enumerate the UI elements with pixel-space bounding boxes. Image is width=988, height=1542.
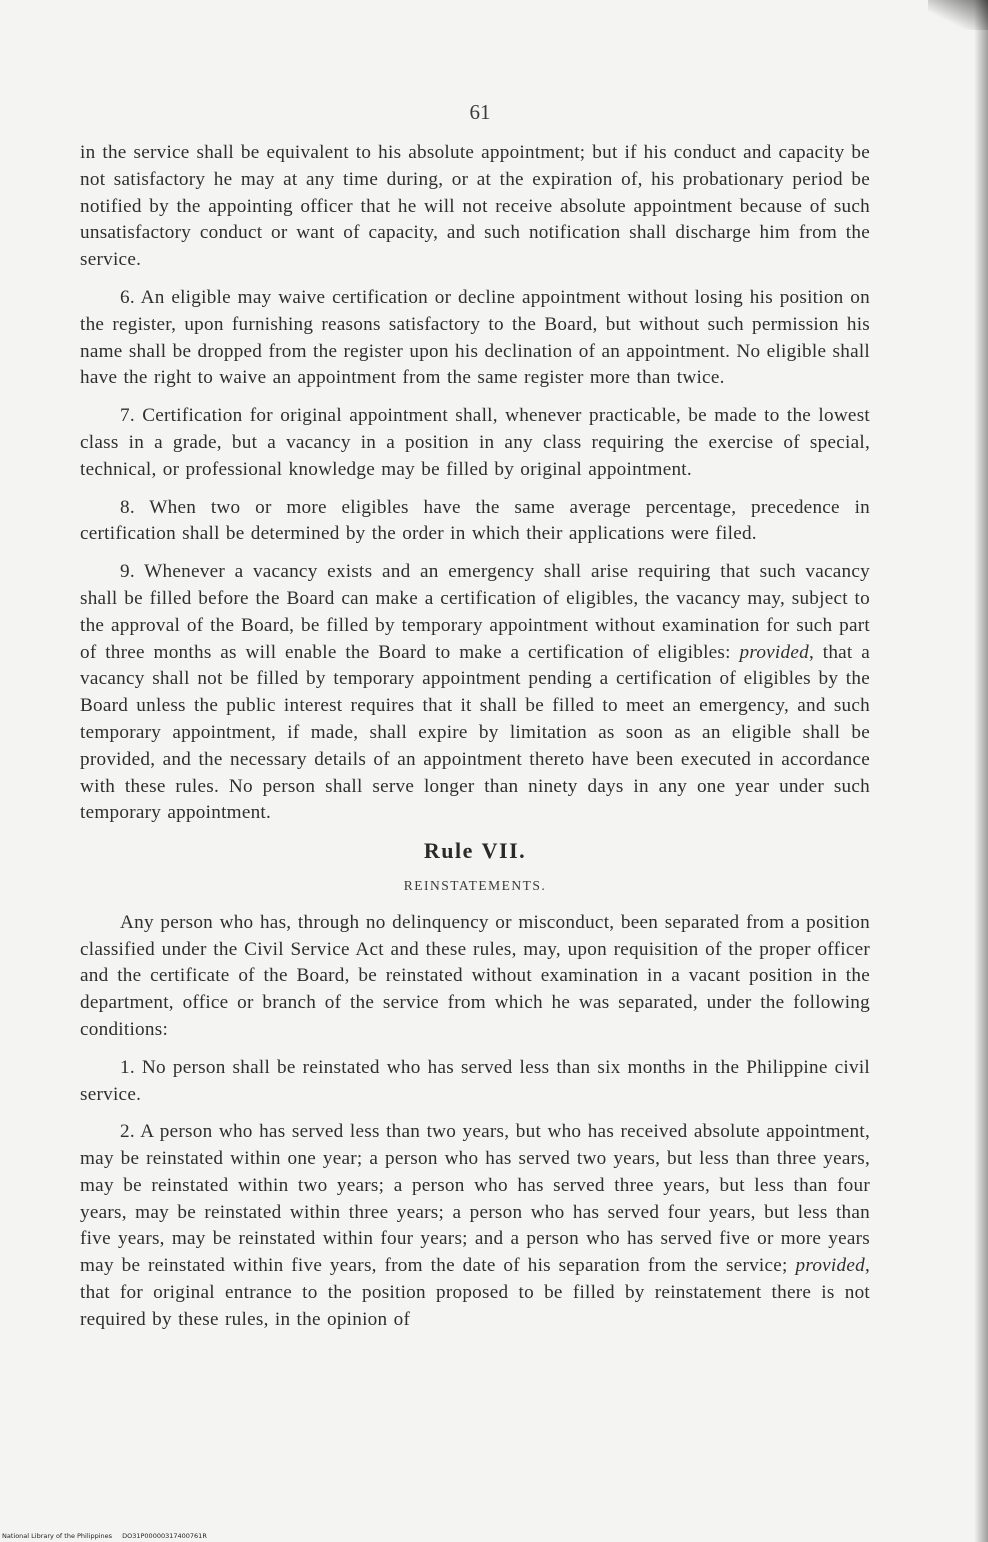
page-number: 61 bbox=[469, 100, 491, 124]
reinstatements-item-2 bbox=[80, 1119, 870, 1333]
rule-title: Rule VII. bbox=[423, 838, 527, 864]
paragraph-9-part-a: 9. Whenever a vacancy exists and an emergency shall arise requiring that such vacancy shall be filled before the Board can make a certification of eligibles, the vacancy may, subject to the approval of the Board, be filled by temporary appointment without examination for such part of three months as will enable the Board to make a certification of eligibles: bbox=[80, 561, 870, 663]
reinstatements-item-1: 1. No person shall be reinstated who has served less than six months in the Philippine civil service. bbox=[80, 1056, 870, 1105]
page-body bbox=[80, 140, 870, 1345]
paragraph-7: 7. Certification for original appointment shall, whenever practicable, be made to the lowest class in a grade, but a vacancy in a position in any class requiring the exercise of special, technical, or professional knowledge may be filled by original appointment. bbox=[80, 405, 870, 480]
scan-edge-shadow bbox=[974, 0, 988, 1542]
rule-subtitle: REINSTATEMENTS. bbox=[403, 877, 547, 893]
paragraph-9-provided: provided bbox=[739, 641, 809, 663]
item-2-part-b: , that for original entrance to the position proposed to be filled by reinstatement there is not required by these rules, in the opinion of bbox=[80, 1255, 871, 1330]
footer-code: DO31P00000317400761R bbox=[122, 1532, 207, 1540]
paragraph-8: 8. When two or more eligibles have the same average percentage, precedence in certification shall be determined by the order in which their applications were filed. bbox=[80, 496, 870, 545]
paragraph-6: 6. An eligible may waive certification or decline appointment without losing his position on the register, upon furnishing reasons satisfactory to the Board, but without such permission his name shall be dropped from the register upon his declination of an appointment. No eligible shall have the right to waive an appointment from the same register more than twice. bbox=[80, 286, 870, 389]
scan-footer bbox=[2, 1532, 215, 1540]
paragraph-9-part-b: , that a vacancy shall not be filled by temporary appointment pending a certification of eligibles by the Board unless the public interest requires that it shall be filled to meet an emergency, and such temporary appointment, if made, shall expire by limitation as soon as an eligible shall be provided, and the necessary details of an appointment thereto have been executed in accordance with these rules. No person shall serve longer than ninety days in any one year under such temporary appointment. bbox=[80, 641, 871, 824]
item-2-provided: provided bbox=[795, 1255, 865, 1277]
footer-library: National Library of the Philippines bbox=[2, 1532, 113, 1540]
reinstatements-intro: Any person who has, through no delinquency or misconduct, been separated from a position classified under the Civil Service Act and these rules, may, upon requisition of the proper officer and the certificate of the Board, be reinstated without examination in a vacant position in the department, office or branch of the service from which he was separated, under the following conditions: bbox=[80, 911, 870, 1040]
paragraph-9 bbox=[80, 559, 870, 827]
paragraph-continued: in the service shall be equivalent to his absolute appointment; but if his conduct and capacity be not satisfactory he may at any time during, or at the expiration of, his probationary period be notified by the appointing officer that he will not receive absolute appointment because of such unsatisfactory conduct or want of capacity, and such notification shall discharge him from the service. bbox=[80, 142, 870, 271]
item-2-part-a: 2. A person who has served less than two years, but who has received absolute appointment, may be reinstated within one year; a person who has served two years, but less than three years, may be reinstated within two years; a person who has served three years, but less than four years, may be reinstated within three years; a person who has served four years, but less than five years, may be reinstated within four years; and a person who has served five or more years may be reinstated within five years, from the date of his separation from the service; bbox=[80, 1121, 870, 1277]
